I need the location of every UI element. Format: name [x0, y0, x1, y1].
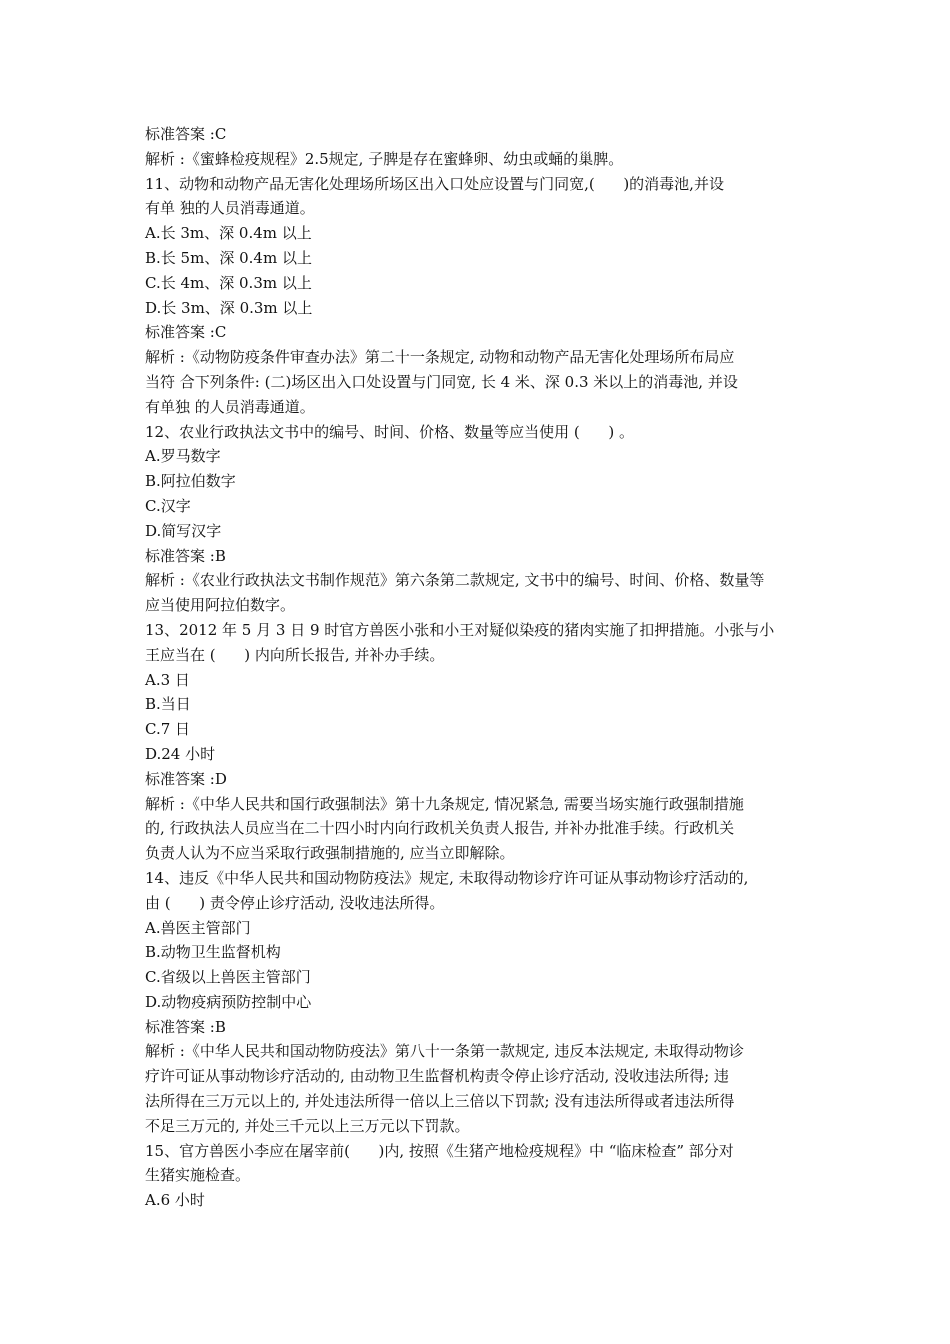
- explanation-14-line-1: 解析 :《中华人民共和国动物防疫法》第八十一条第一款规定, 违反本法规定, 未取得动物诊: [145, 1042, 744, 1061]
- question-14-option-d: D.动物疫病预防控制中心: [145, 992, 312, 1011]
- explanation-11-line-2: 当符 合下列条件: (二)场区出入口处设置与门同宽, 长 4 米、深 0.3 米以上的消毒池, 并设: [145, 372, 738, 391]
- question-14-option-c: C.省级以上兽医主管部门: [145, 968, 311, 987]
- answer-line-10: 标准答案 :C: [145, 125, 227, 143]
- explanation-14-line-4: 不足三万元的, 并处三千元以上三万元以下罚款。: [145, 1116, 470, 1135]
- question-11-option-d: D.长 3m、深 0.3m 以上: [145, 298, 313, 317]
- explanation-line-10: 解析 :《蜜蜂检疫规程》2.5规定, 子脾是存在蜜蜂卵、幼虫或蛹的巢脾。: [145, 149, 624, 168]
- question-14-option-b: B.动物卫生监督机构: [145, 943, 281, 962]
- question-13-line-1: 13、2012 年 5 月 3 日 9 时官方兽医小张和小王对疑似染疫的猪肉实施了扣押措施。小张与小: [145, 620, 775, 639]
- explanation-12-line-1: 解析 :《农业行政执法文书制作规范》第六条第二款规定, 文书中的编号、时间、价格、数量等: [145, 571, 765, 590]
- question-13-option-b: B.当日: [145, 695, 191, 714]
- question-14-line-1: 14、违反《中华人民共和国动物防疫法》规定, 未取得动物诊疗许可证从事动物诊疗活动的,: [145, 868, 749, 887]
- answer-line-11: 标准答案 :C: [145, 323, 227, 342]
- explanation-13-line-3: 负责人认为不应当采取行政强制措施的, 应当立即解除。: [145, 844, 515, 863]
- question-15-line-1: 15、官方兽医小李应在屠宰前( )内, 按照《生猪产地检疫规程》中 “临床检查” 部分对: [145, 1141, 734, 1160]
- explanation-13-line-1: 解析 :《中华人民共和国行政强制法》第十九条规定, 情况紧急, 需要当场实施行政强制措施: [145, 794, 744, 813]
- explanation-12-line-2: 应当使用阿拉伯数字。: [145, 596, 296, 615]
- answer-line-14: 标准答案 :B: [145, 1017, 226, 1036]
- question-12-option-d: D.简写汉字: [145, 521, 222, 540]
- question-15-option-a: A.6 小时: [145, 1191, 205, 1210]
- question-12-line-1: 12、农业行政执法文书中的编号、时间、价格、数量等应当使用 ( ) 。: [145, 422, 634, 441]
- question-14-option-a: A.兽医主管部门: [145, 918, 251, 937]
- question-11-line-1: 11、动物和动物产品无害化处理场所场区出入口处应设置与门同宽,( )的消毒池,并设: [145, 174, 724, 193]
- question-13-option-a: A.3 日: [145, 670, 190, 689]
- question-11-option-c: C.长 4m、深 0.3m 以上: [145, 273, 312, 292]
- question-12-option-b: B.阿拉伯数字: [145, 472, 236, 491]
- question-13-option-c: C.7 日: [145, 720, 191, 739]
- explanation-11-line-3: 有单独 的人员消毒通道。: [145, 397, 315, 416]
- question-11-line-2: 有单 独的人员消毒通道。: [145, 199, 315, 218]
- question-12-option-c: C.汉字: [145, 496, 191, 515]
- question-13-option-d: D.24 小时: [145, 744, 216, 763]
- answer-line-13: 标准答案 :D: [145, 769, 227, 788]
- answer-line-12: 标准答案 :B: [145, 546, 226, 565]
- question-11-option-a: A.长 3m、深 0.4m 以上: [145, 224, 312, 243]
- question-12-option-a: A.罗马数字: [145, 447, 221, 466]
- question-13-line-2: 王应当在 ( ) 内向所长报告, 并补办手续。: [145, 645, 445, 664]
- explanation-14-line-2: 疗许可证从事动物诊疗活动的, 由动物卫生监督机构责令停止诊疗活动, 没收违法所得; 违: [145, 1067, 729, 1086]
- question-14-line-2: 由 ( ) 责令停止诊疗活动, 没收违法所得。: [145, 893, 445, 912]
- explanation-14-line-3: 法所得在三万元以上的, 并处违法所得一倍以上三倍以下罚款; 没有违法所得或者违法所得: [145, 1092, 735, 1111]
- document-body: [145, 122, 810, 1213]
- question-11-option-b: B.长 5m、深 0.4m 以上: [145, 248, 312, 267]
- explanation-11-line-1: 解析 :《动物防疫条件审查办法》第二十一条规定, 动物和动物产品无害化处理场所布局应: [145, 348, 735, 367]
- question-15-line-2: 生猪实施检查。: [145, 1166, 251, 1185]
- explanation-13-line-2: 的, 行政执法人员应当在二十四小时内向行政机关负责人报告, 并补办批准手续。行政机关: [145, 819, 735, 838]
